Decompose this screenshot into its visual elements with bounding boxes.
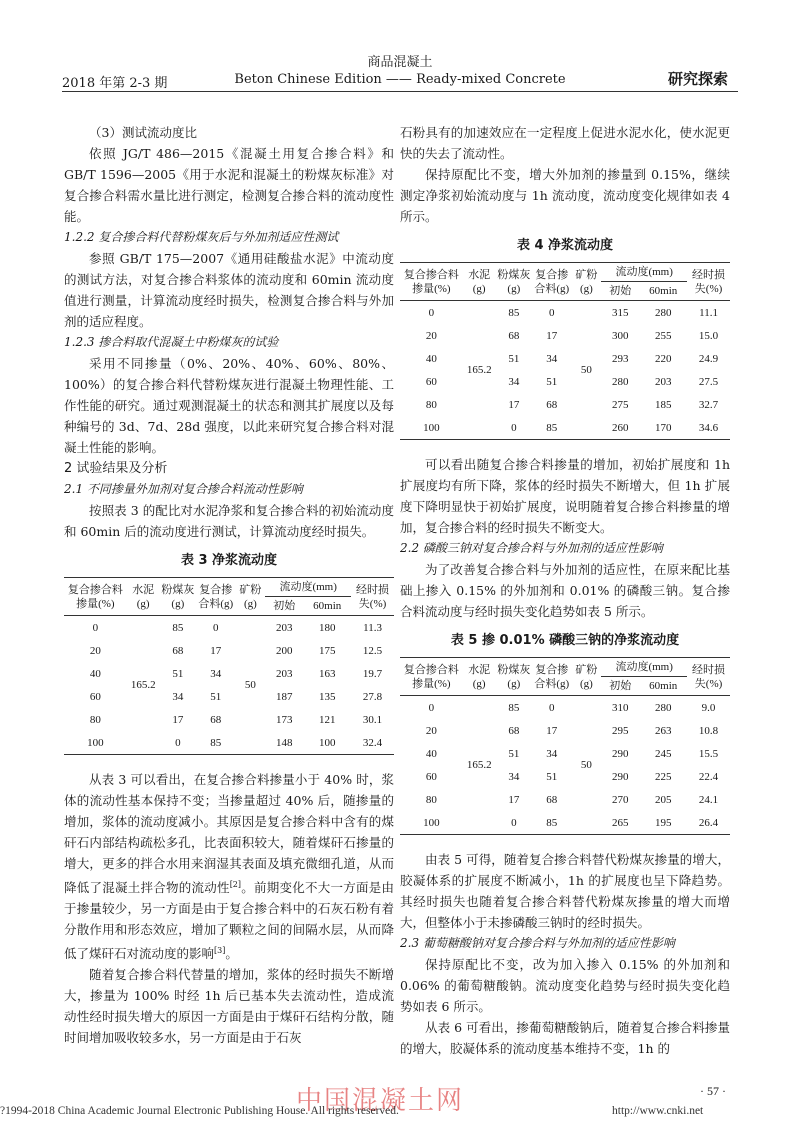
cell-60min: 205 xyxy=(654,793,672,806)
cell-dosage: 80 xyxy=(425,398,437,411)
col-header-dosage: 复合掺合料掺量(%) xyxy=(67,583,123,610)
cell-60min: 280 xyxy=(654,306,672,319)
col-header-fluidity: 流动度(mm) xyxy=(601,658,687,677)
col-header-loss: 经时损失(%) xyxy=(692,268,726,295)
col-header-initial: 初始 xyxy=(609,680,632,692)
cell-admixture: 0 xyxy=(549,701,555,714)
cell-dosage: 60 xyxy=(425,375,437,388)
cell-flyash: 0 xyxy=(511,816,517,829)
table-row xyxy=(400,393,730,416)
col-header-slag: 矿粉(g) xyxy=(575,268,598,295)
col-header-admixture: 复合掺合料(g) xyxy=(534,268,570,295)
col-header-cement: 水泥(g) xyxy=(132,583,155,610)
cell-admixture: 0 xyxy=(549,306,555,319)
cell-admixture: 17 xyxy=(546,329,558,342)
cell-admixture: 85 xyxy=(546,421,558,434)
cell-dosage: 40 xyxy=(425,352,437,365)
cell-initial: 293 xyxy=(612,352,629,365)
cell-admixture: 34 xyxy=(546,352,558,365)
cell-dosage: 0 xyxy=(428,306,435,319)
cell-dosage: 20 xyxy=(425,724,437,737)
col-header-flyash: 粉煤灰(g) xyxy=(497,663,531,690)
cell-dosage: 100 xyxy=(423,421,440,434)
paragraph: 从表 3 可以看出，在复合掺合料掺量小于 40% 时，浆体的流动性基本保持不变；当掺量超过 40% 后，随掺量的增加，浆体的流动度减小。其原因是复合掺合料中含有的煤矸石内部结构疏松多孔，比表面积较大，随着煤矸石掺量的增大，更多的拌合水用来润湿其表面及填充微细孔道，从而降低了混凝土拌合物的流动性[2]。前期变化不大一方面是由于掺量较少，另一方面是由于复合掺合料中的石灰石粉有着分散作用和形态效应，增加了颗粒之间的间隔水层，从而降低了煤矸石对流动度的影响[3]。 xyxy=(64,772,394,962)
cell-initial: 300 xyxy=(612,329,629,342)
section-title-2-3: 2.3 葡萄糖酸钠对复合掺合料与外加剂的适应性影响 xyxy=(400,936,675,950)
section-label: 研究探索 xyxy=(668,70,729,88)
col-header-loss: 经时损失(%) xyxy=(356,583,390,610)
cell-admixture: 68 xyxy=(546,793,558,806)
col-header-flyash: 粉煤灰(g) xyxy=(161,583,195,610)
cell-60min: 180 xyxy=(318,621,336,634)
cell-60min: 135 xyxy=(318,690,336,703)
cell-loss: 27.5 xyxy=(698,375,719,388)
cell-admixture: 68 xyxy=(546,398,558,411)
paragraph: 采用不同掺量（0%、20%、40%、60%、80%、100%）的复合掺合料代替粉煤灰进行混凝土物理性能、工作性能的研究。通过观测混凝土的状态和测其扩展度以及每种编号的 3d、7d、28d 强度，以此来研究复合掺合料对混凝土性能的影响。 xyxy=(64,356,394,455)
cell-initial: 315 xyxy=(612,306,629,319)
cell-loss: 24.1 xyxy=(698,793,719,806)
cell-dosage: 100 xyxy=(87,736,104,749)
cell-slag: 50 xyxy=(244,679,256,691)
cell-admixture: 0 xyxy=(213,621,219,634)
paragraph: 保持原配比不变，增大外加剂的掺量到 0.15%，继续测定净浆初始流动度与 1h 流动度，流动度变化规律如表 4 所示。 xyxy=(400,167,730,224)
cell-initial: 203 xyxy=(276,621,293,634)
cell-flyash: 34 xyxy=(508,770,520,783)
cell-flyash: 51 xyxy=(172,667,184,680)
citation: [3] xyxy=(214,946,226,956)
section-title-1-2-2: 1.2.2 复合掺合料代替粉煤灰后与外加剂适应性测试 xyxy=(64,230,339,244)
section-title-1-2-3: 1.2.3 掺合料取代混凝土中粉煤灰的试验 xyxy=(64,335,279,349)
cell-initial: 187 xyxy=(276,690,293,703)
cell-loss: 11.3 xyxy=(363,621,382,634)
table5-caption: 表 5 掺 0.01% 磷酸三钠的净浆流动度 xyxy=(450,633,680,648)
paragraph: 石粉具有的加速效应在一定程度上促进水泥水化，使水泥更快的失去了流动性。 xyxy=(400,125,730,161)
paragraph: 依照 JG/T 486—2015《混凝土用复合掺合料》和 GB/T 1596—2005《用于水泥和混凝土的粉煤灰标准》对复合掺合料需水量比进行测定，检测复合掺合料的流动度性能。 xyxy=(64,146,394,224)
cell-initial: 310 xyxy=(612,701,629,714)
header-divider xyxy=(62,91,738,92)
paragraph: 参照 GB/T 175—2007《通用硅酸盐水泥》中流动度的测试方法，对复合掺合料浆体的流动度和 60min 流动度值进行测量，计算流动度经时损失，检测复合掺合料与外加剂的适应程度。 xyxy=(64,251,394,329)
cell-60min: 280 xyxy=(654,701,672,714)
cell-cement: 165.2 xyxy=(130,679,156,691)
table-row xyxy=(400,696,730,720)
cell-dosage: 80 xyxy=(425,793,437,806)
cell-60min: 225 xyxy=(654,770,672,783)
col-header-dosage: 复合掺合料掺量(%) xyxy=(403,268,459,295)
cell-slag: 50 xyxy=(580,759,592,771)
footer-link[interactable]: http://www.cnki.net xyxy=(612,1105,704,1117)
cell-initial: 203 xyxy=(276,667,293,680)
cell-initial: 148 xyxy=(276,736,293,749)
cell-admixture: 34 xyxy=(210,667,222,680)
cell-dosage: 20 xyxy=(89,644,101,657)
cell-initial: 280 xyxy=(612,375,629,388)
col-header-60min: 60min xyxy=(649,680,678,692)
cell-dosage: 100 xyxy=(423,816,440,829)
cell-cement: 165.2 xyxy=(466,364,492,376)
cell-60min: 203 xyxy=(654,375,672,388)
cell-flyash: 68 xyxy=(508,329,520,342)
cell-initial: 275 xyxy=(612,398,629,411)
cell-flyash: 85 xyxy=(508,306,520,319)
cell-loss: 32.7 xyxy=(698,398,719,411)
cell-admixture: 34 xyxy=(546,747,558,760)
cell-flyash: 0 xyxy=(511,421,517,434)
cell-loss: 12.5 xyxy=(362,644,383,657)
paragraph: 随着复合掺合料代替量的增加，浆体的经时损失不断增大，掺量为 100% 时经 1h 后已基本失去流动性，造成流动性经时损失增大的原因一方面是由于煤矸石结构分散，随时间增加吸收较多水，另一方面是由于石灰 xyxy=(64,967,394,1046)
cell-60min: 220 xyxy=(654,352,672,365)
cell-flyash: 17 xyxy=(508,793,520,806)
cell-admixture: 68 xyxy=(210,713,222,726)
site-watermark: 中国混凝土网 xyxy=(296,1086,465,1116)
section-title-2-1: 2.1 不同掺量外加剂对复合掺合料流动性影响 xyxy=(64,482,303,496)
table-row xyxy=(64,708,394,731)
table4 xyxy=(400,262,730,440)
cell-loss: 22.4 xyxy=(698,770,719,783)
cell-flyash: 34 xyxy=(172,690,184,703)
cell-initial: 295 xyxy=(612,724,629,737)
cell-initial: 173 xyxy=(276,713,293,726)
cell-initial: 265 xyxy=(612,816,629,829)
table-row xyxy=(64,685,394,708)
cell-dosage: 0 xyxy=(92,621,99,634)
table-row xyxy=(400,347,730,370)
table4-caption: 表 4 净浆流动度 xyxy=(516,238,614,253)
cell-dosage: 0 xyxy=(428,701,435,714)
cell-60min: 255 xyxy=(654,329,672,342)
section-title-2: 2 试验结果及分析 xyxy=(64,461,168,476)
cell-loss: 32.4 xyxy=(362,736,383,749)
cell-flyash: 17 xyxy=(508,398,520,411)
cell-initial: 290 xyxy=(612,770,629,783)
journal-title: 商品混凝土 Beton Chinese Edition —— Ready-mixed Concrete xyxy=(234,55,566,87)
cell-admixture: 85 xyxy=(546,816,558,829)
cell-loss: 15.5 xyxy=(698,747,719,760)
section-title-2-2: 2.2 磷酸三钠对复合掺合料与外加剂的适应性影响 xyxy=(400,541,663,555)
table3-caption: 表 3 净浆流动度 xyxy=(180,553,278,568)
issue-label: 2018 年第 2-3 期 xyxy=(62,76,168,91)
cell-initial: 260 xyxy=(612,421,629,434)
cell-60min: 121 xyxy=(318,713,336,726)
cell-dosage: 40 xyxy=(425,747,437,760)
table-row xyxy=(400,719,730,742)
cell-loss: 11.1 xyxy=(699,306,718,319)
table-row xyxy=(64,731,394,755)
cell-cement: 165.2 xyxy=(466,759,492,771)
col-header-initial: 初始 xyxy=(609,285,632,297)
col-header-fluidity: 流动度(mm) xyxy=(265,578,351,597)
table-row xyxy=(400,416,730,440)
col-header-dosage: 复合掺合料掺量(%) xyxy=(403,663,459,690)
table5 xyxy=(400,657,730,835)
col-header-cement: 水泥(g) xyxy=(468,663,491,690)
cell-loss: 34.6 xyxy=(698,421,719,434)
col-header-admixture: 复合掺合料(g) xyxy=(198,583,234,610)
cell-admixture: 17 xyxy=(546,724,558,737)
cell-admixture: 17 xyxy=(210,644,222,657)
cell-loss: 24.9 xyxy=(698,352,719,365)
cell-loss: 15.0 xyxy=(698,329,719,342)
table-row xyxy=(400,788,730,811)
paragraph: 保持原配比不变，改为加入掺入 0.15% 的外加剂和 0.06% 的葡萄糖酸钠。流动度变化趋势与经时损失变化趋势如表 6 所示。 xyxy=(400,957,730,1014)
cell-initial: 270 xyxy=(612,793,629,806)
cell-60min: 195 xyxy=(654,816,672,829)
cell-admixture: 51 xyxy=(546,770,558,783)
cell-loss: 9.0 xyxy=(701,701,716,714)
cell-60min: 185 xyxy=(654,398,672,411)
cell-loss: 10.8 xyxy=(698,724,719,737)
section-title-3: （3）测试流动度比 xyxy=(89,125,197,140)
cell-60min: 170 xyxy=(654,421,672,434)
left-column xyxy=(64,122,394,1048)
table-row xyxy=(64,662,394,685)
col-header-60min: 60min xyxy=(649,285,678,297)
col-header-flyash: 粉煤灰(g) xyxy=(497,268,531,295)
table-row xyxy=(400,301,730,325)
cell-dosage: 60 xyxy=(425,770,437,783)
col-header-loss: 经时损失(%) xyxy=(692,663,726,690)
cell-admixture: 51 xyxy=(210,690,222,703)
cell-dosage: 20 xyxy=(425,329,437,342)
col-header-admixture: 复合掺合料(g) xyxy=(534,663,570,690)
citation: [2] xyxy=(229,880,242,889)
cell-dosage: 40 xyxy=(89,667,101,680)
cell-60min: 175 xyxy=(318,644,336,657)
right-column xyxy=(400,122,730,1059)
cell-loss: 19.7 xyxy=(362,667,383,680)
col-header-60min: 60min xyxy=(313,600,342,612)
cell-slag: 50 xyxy=(580,364,592,376)
cell-loss: 26.4 xyxy=(698,816,719,829)
cell-60min: 100 xyxy=(318,736,336,749)
cell-loss: 27.8 xyxy=(362,690,383,703)
table3 xyxy=(64,577,394,755)
table-row xyxy=(64,616,394,640)
paragraph: 从表 6 可看出，掺葡萄糖酸钠后，随着复合掺合料掺量的增大，胶凝体系的流动度基本维持不变，1h 的 xyxy=(400,1020,730,1056)
table-row xyxy=(400,765,730,788)
paragraph: 由表 5 可得，随着复合掺合料替代粉煤灰掺量的增大，胶凝体系的扩展度不断减小，1h 的扩展度也呈下降趋势。其经时损失也随着复合掺合料替代粉煤灰掺量的增大而增大，但整体小于未掺磷酸三钠时的经时损失。 xyxy=(400,852,730,930)
cell-flyash: 17 xyxy=(172,713,184,726)
paragraph: 按照表 3 的配比对水泥净浆和复合掺合料的初始流动度和 60min 后的流动度进行测试，计算流动度经时损失。 xyxy=(64,503,394,539)
paragraph: 可以看出随复合掺合料掺量的增加，初始扩展度和 1h 扩展度均有所下降，浆体的经时损失不断增大，但 1h 扩展度下降明显快于初始扩展度，说明随着复合掺合料掺量的增加，复合掺合料的经时损失不断变大。 xyxy=(400,457,730,535)
cell-admixture: 51 xyxy=(546,375,558,388)
table-row xyxy=(400,324,730,347)
col-header-fluidity: 流动度(mm) xyxy=(601,263,687,282)
cell-dosage: 80 xyxy=(89,713,101,726)
cell-60min: 263 xyxy=(654,724,672,737)
cell-flyash: 68 xyxy=(508,724,520,737)
col-header-initial: 初始 xyxy=(273,600,296,612)
table-row xyxy=(400,370,730,393)
cell-flyash: 85 xyxy=(172,621,184,634)
cell-flyash: 68 xyxy=(172,644,184,657)
cell-60min: 163 xyxy=(318,667,336,680)
table-row xyxy=(64,639,394,662)
cell-flyash: 0 xyxy=(175,736,181,749)
cell-60min: 245 xyxy=(654,747,672,760)
cell-dosage: 60 xyxy=(89,690,101,703)
copyright-notice: ?1994-2018 China Academic Journal Electronic Publishing House. All rights reserved. xyxy=(0,1105,399,1117)
cell-loss: 30.1 xyxy=(362,713,383,726)
cell-flyash: 34 xyxy=(508,375,520,388)
cell-initial: 200 xyxy=(276,644,293,657)
cell-initial: 290 xyxy=(612,747,629,760)
cell-admixture: 85 xyxy=(210,736,222,749)
table-row xyxy=(400,811,730,835)
cell-flyash: 85 xyxy=(508,701,520,714)
paragraph: 为了改善复合掺合料与外加剂的适应性，在原来配比基础上掺入 0.15% 的外加剂和 0.01% 的磷酸三钠。复合掺合料流动度与经时损失变化趋势如表 5 所示。 xyxy=(400,562,730,619)
cell-flyash: 51 xyxy=(508,352,520,365)
cell-flyash: 51 xyxy=(508,747,520,760)
table-row xyxy=(400,742,730,765)
col-header-slag: 矿粉(g) xyxy=(575,663,598,690)
col-header-slag: 矿粉(g) xyxy=(239,583,262,610)
col-header-cement: 水泥(g) xyxy=(468,268,491,295)
page-number: · 57 · xyxy=(700,1084,726,1098)
